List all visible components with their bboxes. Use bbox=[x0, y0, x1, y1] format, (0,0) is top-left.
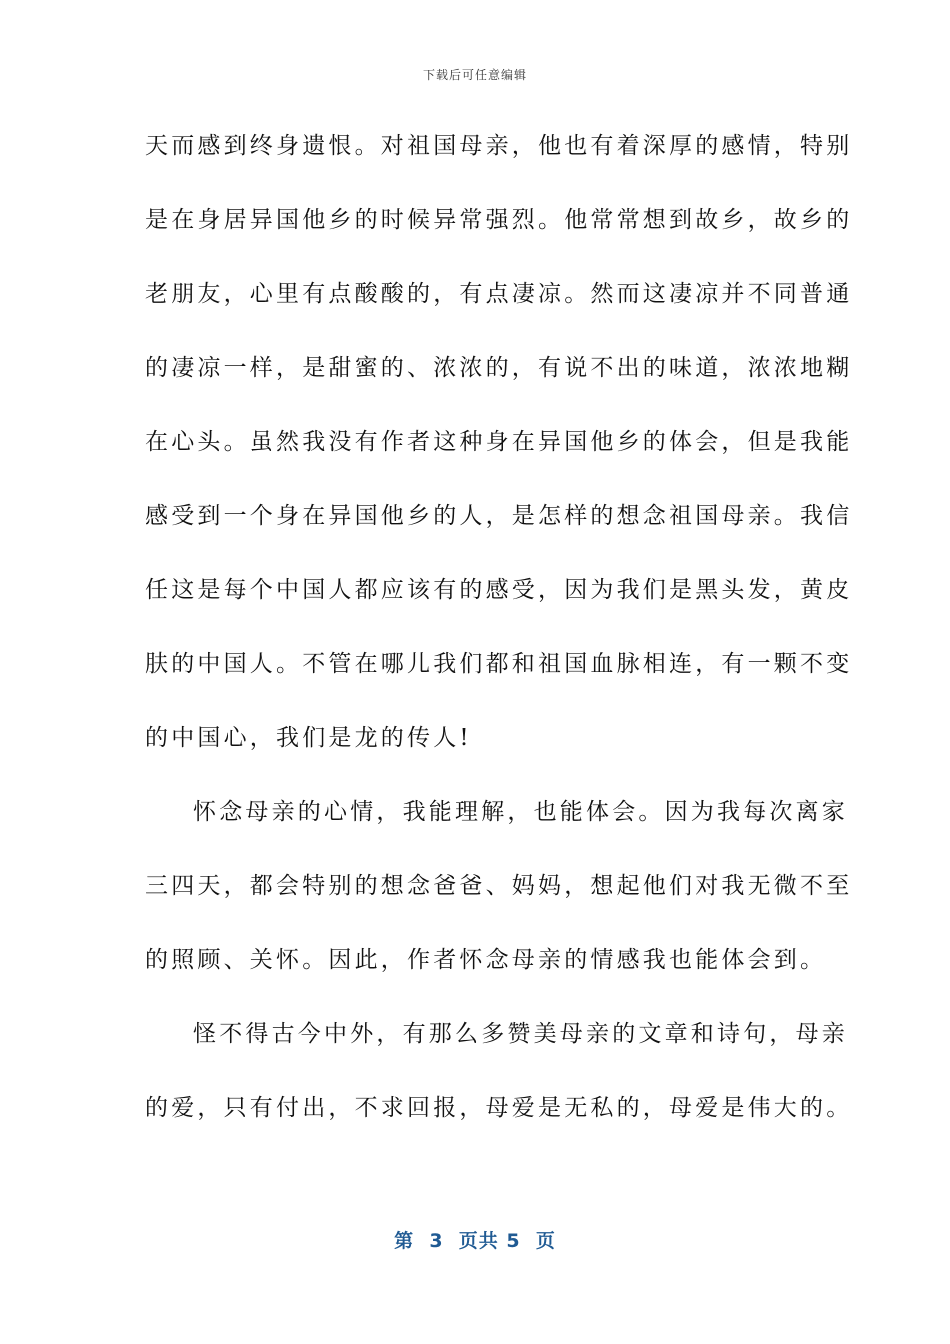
text-line: 三四天，都会特别的想念爸爸、妈妈，想起他们对我无微不至 bbox=[145, 873, 853, 899]
text-line: 的照顾、关怀。因此，作者怀念母亲的情感我也能体会到。 bbox=[145, 947, 827, 973]
text-line: 肤的中国人。不管在哪儿我们都和祖国血脉相连，有一颗不变 bbox=[145, 651, 853, 677]
page-header: 下载后可任意编辑 bbox=[422, 68, 527, 82]
paragraph-start-line: 怪不得古今中外，有那么多赞美母亲的文章和诗句，母亲 bbox=[193, 1021, 848, 1047]
text-line: 任这是每个中国人都应该有的感受，因为我们是黑头发，黄皮 bbox=[145, 577, 853, 603]
paragraph-start-line: 怀念母亲的心情，我能理解，也能体会。因为我每次离家 bbox=[193, 799, 848, 825]
document-body bbox=[145, 124, 853, 1160]
page-number: 第 3 页共 5 页 bbox=[394, 1230, 556, 1252]
text-line: 天而感到终身遗恨。对祖国母亲，他也有着深厚的感情，特别 bbox=[145, 133, 853, 159]
text-line: 的中国心，我们是龙的传人! bbox=[145, 725, 472, 751]
text-line: 在心头。虽然我没有作者这种身在异国他乡的体会，但是我能 bbox=[145, 429, 853, 455]
text-line: 老朋友，心里有点酸酸的，有点凄凉。然而这凄凉并不同普通 bbox=[145, 281, 853, 307]
text-line: 是在身居异国他乡的时候异常强烈。他常常想到故乡，故乡的 bbox=[145, 207, 853, 233]
text-line: 感受到一个身在异国他乡的人，是怎样的想念祖国母亲。我信 bbox=[145, 503, 853, 529]
text-line: 的爱，只有付出，不求回报，母爱是无私的，母爱是伟大的。 bbox=[145, 1095, 853, 1121]
text-line: 的凄凉一样，是甜蜜的、浓浓的，有说不出的味道，浓浓地糊 bbox=[145, 355, 853, 381]
